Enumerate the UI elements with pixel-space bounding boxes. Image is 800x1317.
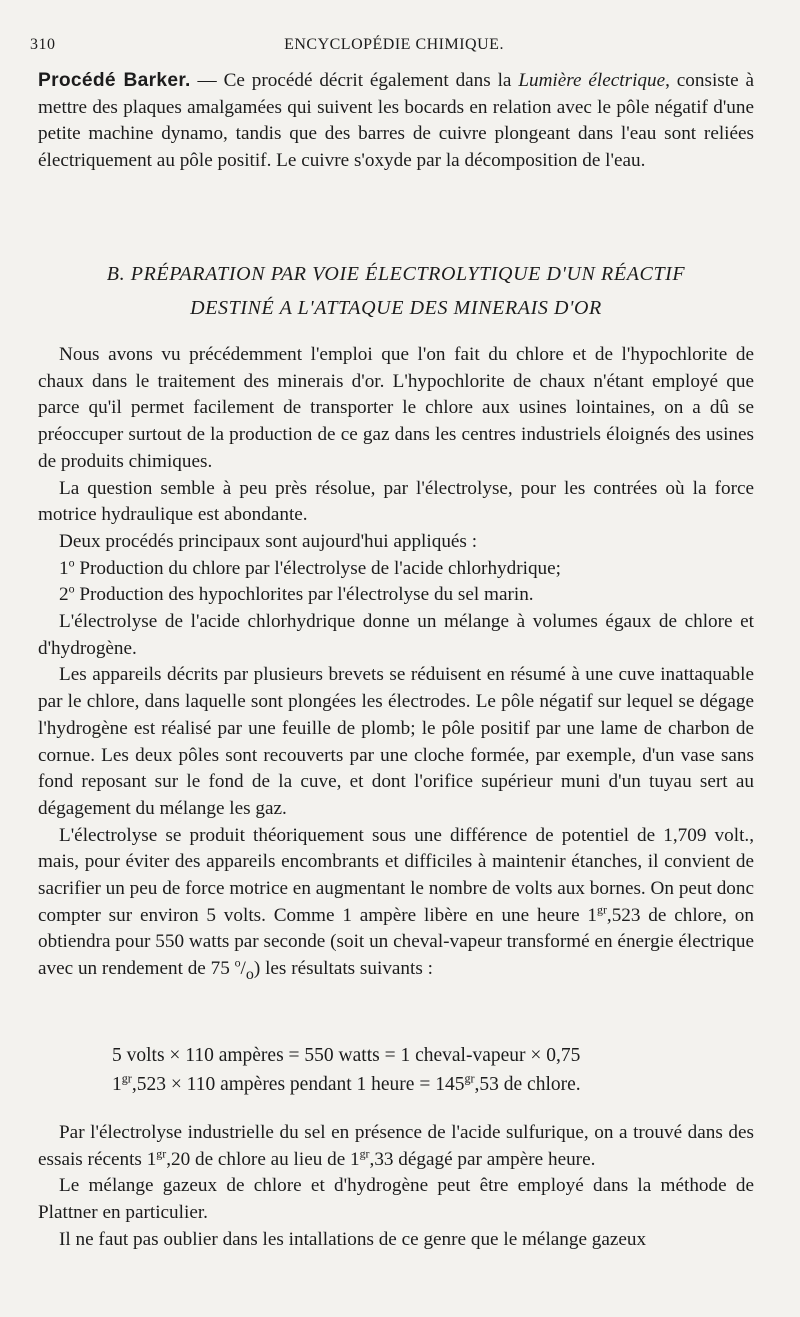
barker-paragraph-block	[38, 68, 754, 175]
paragraph-7: Par l'électrolyse industrielle du sel en présence de l'acide sulfurique, on a trouvé dans des essais récents $1^{gr},20$ de chlore au lieu de $1^{gr},33$ dégagé par ampère heure.	[38, 1122, 754, 1170]
barker-text-a: — Ce procédé décrit également dans la	[190, 70, 519, 91]
equation-2: $1^{gr},523 \times 110$ ampères pendant 1 heure = $145^{gr},53$ de chlore.	[112, 1071, 581, 1095]
paragraph-1: Nous avons vu précédemment l'emploi que l'on fait du chlore et de l'hypochlorite de chaux dans le traitement des minerais d'or. L'hypochlorite de chaux n'étant employé que parce qu'il permet facilement de transporter le chlore aux usines lointaines, on a dû se préoccuper surtout de la production de ce gaz dans les centres industriels éloignés des usines de produits chimiques.	[38, 344, 754, 472]
paragraph-6: L'électrolyse se produit théoriquement sous une différence de potentiel de 1,709 volt., mais, pour éviter des appareils encombrants et difficiles à maintenir étanches, il convient de sacrifier un peu de force motrice en augmentant le nombre de volts aux bornes. On peut donc compter sur environ 5 volts. Comme 1 ampère libère en une heure $1^{gr},523$ de chlore, on obtiendra pour 550 watts par seconde (soit un cheval-vapeur transformé en énergie électrique avec un rendement de 75 $^o/_o$) les résultats suivants :	[38, 824, 754, 983]
list-item-2: 2$^o$ Production des hypochlorites par l'électrolyse du sel marin.	[59, 581, 534, 606]
section-heading	[38, 257, 754, 325]
paragraph-9: Il ne faut pas oublier dans les intallations de ce genre que le mélange gazeux	[59, 1228, 647, 1250]
paragraph-5: Les appareils décrits par plusieurs brevets se réduisent en résumé à une cuve inattaquable par le chlore, dans laquelle sont plongées les électrodes. Le pôle négatif sur lequel se dégage l'hydrogène est réalisé par une feuille de plomb; le pôle positif par une lame de charbon de cornue. Les deux pôles sont recouverts par une cloche formée, par exemple, d'un vase sans fond reposant sur le fond de la cuve, et dont l'orifice supérieur muni d'un tuyau sert au dégagement du mélange les gaz.	[38, 664, 754, 819]
paragraph-8: Le mélange gazeux de chlore et d'hydrogène peut être employé dans la méthode de Plattner en particulier.	[38, 1175, 754, 1224]
barker-text-b: , consiste à mettre des plaques amalgamées qui suivent les bocards en relation avec le pôle négatif d'une petite machine dynamo, tandis que des barres de cuivre plongeant dans l'eau sont reliées électriquement au pôle positif. Le cuivre s'oxyde par la décomposition de l'eau.	[38, 70, 754, 172]
equation-1: 5 volts × 110 ampères = 550 watts = 1 cheval-vapeur × 0,75	[112, 1045, 581, 1066]
barker-title: Procédé Barker.	[38, 70, 191, 91]
paragraph-3: Deux procédés principaux sont aujourd'hui appliqués :	[59, 530, 478, 552]
list-item-1: 1$^o$ Production du chlore par l'électrolyse de l'acide chlorhydrique;	[59, 555, 561, 579]
page-header	[30, 36, 758, 60]
body-text	[38, 342, 754, 989]
page-number: 310	[30, 36, 56, 53]
section-heading-line-1: B. PRÉPARATION PAR VOIE ÉLECTROLYTIQUE D'UN RÉACTIF	[106, 263, 686, 285]
running-title: ENCYCLOPÉDIE CHIMIQUE.	[284, 36, 504, 53]
paragraph-4: L'électrolyse de l'acide chlorhydrique donne un mélange à volumes égaux de chlore et d'hydrogène.	[38, 611, 754, 659]
paragraph-2: La question semble à peu près résolue, par l'électrolyse, pour les contrées où la force motrice hydraulique est abondante.	[38, 477, 754, 526]
section-heading-line-2: DESTINÉ A L'ATTAQUE DES MINERAIS D'OR	[190, 297, 602, 319]
equations	[112, 1041, 754, 1099]
barker-paragraph	[38, 68, 754, 175]
journal-name: Lumière électrique	[518, 70, 666, 91]
closing-text	[38, 1120, 754, 1254]
